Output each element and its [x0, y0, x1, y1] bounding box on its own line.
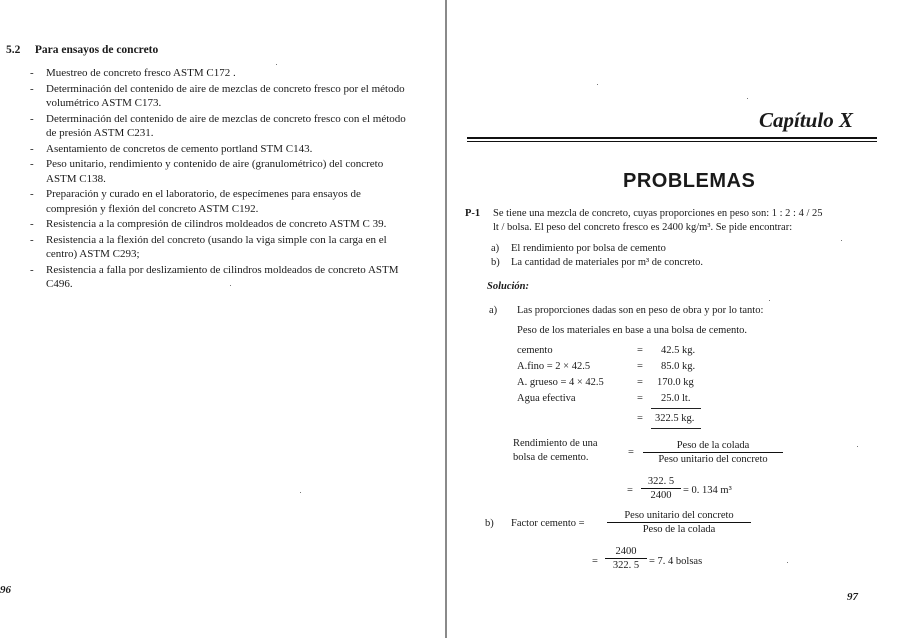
list-item: - Resistencia a la flexión del concreto (usando la viga simple con la carga en el centro) ASTM C293; [30, 233, 387, 260]
standards-list [30, 66, 408, 293]
page-number-left: 96 [0, 584, 11, 596]
material-name: cemento [517, 345, 553, 356]
left-page [0, 0, 446, 638]
material-name: A.fino = 2 × 42.5 [517, 361, 591, 372]
factor-numerator: Peso unitario del concreto [607, 510, 751, 523]
part-a-line1: Las proporciones dadas son en peso de obra y por lo tanto: [517, 305, 764, 316]
question-text: La cantidad de materiales por m³ de concreto. [511, 257, 704, 268]
problems-heading: PROBLEMAS [623, 170, 756, 192]
part-a-label: a) [489, 305, 498, 316]
factor-label: Factor cemento = [511, 518, 585, 529]
problem-label: P-1 [465, 208, 481, 219]
sum-rule [651, 408, 701, 409]
question-label: a) [491, 243, 500, 254]
material-value: 25.0 lt. [661, 393, 691, 404]
material-value: 42.5 kg. [661, 345, 696, 356]
question-text: El rendimiento por bolsa de cemento [511, 243, 666, 254]
yield-calc-eq: = [627, 485, 633, 496]
page-number-right: 97 [847, 591, 858, 603]
chapter-title: Capítulo X [759, 108, 853, 132]
factor-result: = 7. 4 bolsas [649, 556, 703, 567]
total-rule [651, 428, 701, 429]
section-title: Para ensayos de concreto [34, 44, 159, 56]
list-item: - Determinación del contenido de aire de mezclas de concreto fresco por el método volumétrico ASTM C173. [30, 82, 405, 109]
yield-eq: = [628, 447, 634, 458]
total-eq: = [637, 413, 643, 424]
yield-fraction [643, 440, 783, 465]
chapter-rule [467, 137, 877, 139]
yield-result: = 0. 134 m³ [683, 485, 732, 496]
yield-numerator: Peso de la colada [643, 440, 783, 453]
factor-calc-fraction [605, 546, 647, 571]
material-eq: = [637, 361, 643, 372]
part-a-line2: Peso de los materiales en base a una bolsa de cemento. [517, 325, 748, 336]
total-weight: 322.5 kg. [655, 413, 695, 424]
part-b-label: b) [485, 518, 494, 529]
solution-heading: Solución: [487, 281, 530, 292]
problem-statement-line1: Se tiene una mezcla de concreto, cuyas proporciones en peso son: 1 : 2 : 4 / 25 [493, 208, 823, 219]
factor-calc-denominator: 322. 5 [612, 560, 640, 571]
question-label: b) [491, 257, 500, 268]
material-value: 170.0 kg [657, 377, 694, 388]
section-heading [6, 44, 158, 56]
factor-denominator: Peso de la colada [642, 524, 716, 535]
yield-label-line2: bolsa de cemento. [513, 452, 589, 463]
yield-denominator: Peso unitario del concreto [658, 454, 768, 465]
material-value: 85.0 kg. [661, 361, 696, 372]
list-item: - Resistencia a falla por deslizamiento de cilindros moldeados de concreto ASTM C496. [30, 263, 399, 290]
section-number: 5.2 [6, 44, 21, 56]
list-item: - Peso unitario, rendimiento y contenido de aire (granulométrico) del concreto ASTM C138. [30, 158, 384, 185]
material-eq: = [637, 393, 643, 404]
material-eq: = [637, 345, 643, 356]
factor-calc-numerator: 2400 [605, 546, 647, 559]
list-item: - Resistencia a la compresión de cilindros moldeados de concreto ASTM C 39. [30, 218, 387, 230]
problem-statement-line2: lt / bolsa. El peso del concreto fresco es 2400 kg/m³. Se pide encontrar: [493, 222, 793, 233]
yield-calc-fraction [641, 476, 681, 501]
yield-label-line1: Rendimiento de una [513, 438, 598, 449]
list-item: - Preparación y curado en el laboratorio, de especímenes para ensayos de compresión y flexión del concreto ASTM C192. [30, 188, 361, 215]
factor-calc-eq: = [592, 556, 598, 567]
material-name: Agua efectiva [517, 393, 576, 404]
yield-calc-denominator: 2400 [650, 490, 672, 501]
chapter-rule-thin [467, 141, 877, 142]
material-name: A. grueso = 4 × 42.5 [517, 377, 604, 388]
right-page [447, 0, 898, 638]
yield-calc-numerator: 322. 5 [641, 476, 681, 489]
list-item: - Determinación del contenido de aire de mezclas de concreto fresco con el método de presión ASTM C231. [30, 112, 406, 139]
material-eq: = [637, 377, 643, 388]
list-item: - Muestreo de concreto fresco ASTM C172 . [30, 67, 236, 79]
factor-fraction [607, 510, 751, 535]
list-item: - Asentamiento de concretos de cemento portland STM C143. [30, 142, 313, 155]
